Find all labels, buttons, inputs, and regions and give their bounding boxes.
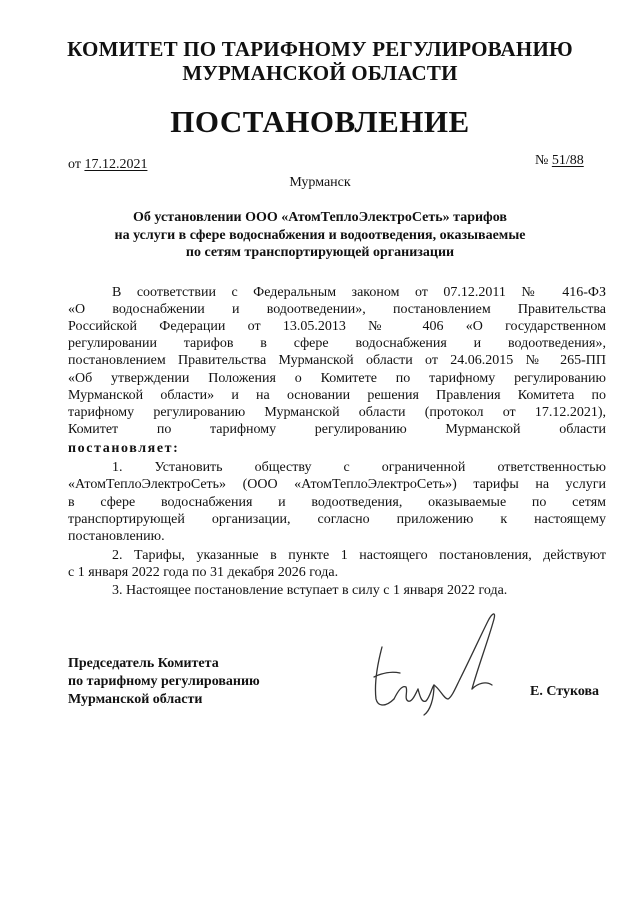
preamble-line: Мурманской области» и на основании решения Правления Комитета по <box>68 388 606 403</box>
item2-line: с 1 января 2022 года по 31 декабря 2026 года. <box>68 565 339 580</box>
preamble-line: регулировании тарифов в сфере водоснабжения и водоотведения», <box>68 336 606 351</box>
item1-line: «АтомТеплоЭлектроСеть» (ООО «АтомТеплоЭлектроСеть») тарифы на услуги <box>68 477 606 492</box>
item1-line: транспортирующей организации, согласно приложению к настоящему <box>68 512 606 527</box>
item2-line: 2. Тарифы, указанные в пункте 1 настоящего постановления, действуют <box>112 548 606 563</box>
org-title-line1: КОМИТЕТ ПО ТАРИФНОМУ РЕГУЛИРОВАНИЮ <box>67 37 573 61</box>
item1-line: 1. Установить обществу с ограниченной ответственностью <box>112 460 606 475</box>
signer-position <box>68 655 260 709</box>
number-value: 51/88 <box>551 153 584 168</box>
preamble-line: Российской Федерации от 13.05.2013 № 406 «О государственном <box>68 319 606 334</box>
item1-line: в сфере водоснабжения и водоотведения, оказываемые по сетям <box>68 495 606 510</box>
preamble-line: В соответствии с Федеральным законом от 07.12.2011 № 416-ФЗ <box>112 285 606 300</box>
subject-line2: на услуги в сфере водоснабжения и водоотведения, оказываемые <box>114 228 526 243</box>
document-city: Мурманск <box>289 175 351 190</box>
item3-line: 3. Настоящее постановление вступает в силу с 1 января 2022 года. <box>112 583 508 598</box>
signer-position-line3: Мурманской области <box>68 692 203 707</box>
signer-position-line1: Председатель Комитета <box>68 656 219 671</box>
preamble-line: «Об утверждении Положения о Комитете по тарифному регулированию <box>68 371 606 386</box>
preamble-line: Комитет по тарифному регулированию Мурманской области <box>68 422 606 437</box>
date-prefix: от <box>68 157 81 172</box>
signer-position-line2: по тарифному регулированию <box>68 674 260 689</box>
decree-word: постановляет: <box>68 441 180 456</box>
preamble-line: тарифному регулированию Мурманской области (протокол от 17.12.2021), <box>68 405 606 420</box>
item1-line: постановлению. <box>68 529 165 544</box>
number-prefix: № <box>535 153 549 168</box>
org-title-line2: МУРМАНСКОЙ ОБЛАСТИ <box>182 61 458 85</box>
subject-line1: Об установлении ООО «АтомТеплоЭлектроСеть» тарифов <box>133 210 507 225</box>
date-value: 17.12.2021 <box>84 157 148 172</box>
document-number <box>535 152 584 170</box>
preamble-line: постановлением Правительства Мурманской области от 24.06.2015 № 265-ПП <box>68 353 606 368</box>
document-date <box>68 156 147 174</box>
handwritten-signature <box>360 607 510 717</box>
signer-name: Е. Стукова <box>530 684 600 699</box>
document-type-title: ПОСТАНОВЛЕНИЕ <box>170 104 470 139</box>
preamble-line: «О водоснабжении и водоотведении», постановлением Правительства <box>68 302 606 317</box>
subject-line3: по сетям транспортирующей организации <box>185 245 455 260</box>
